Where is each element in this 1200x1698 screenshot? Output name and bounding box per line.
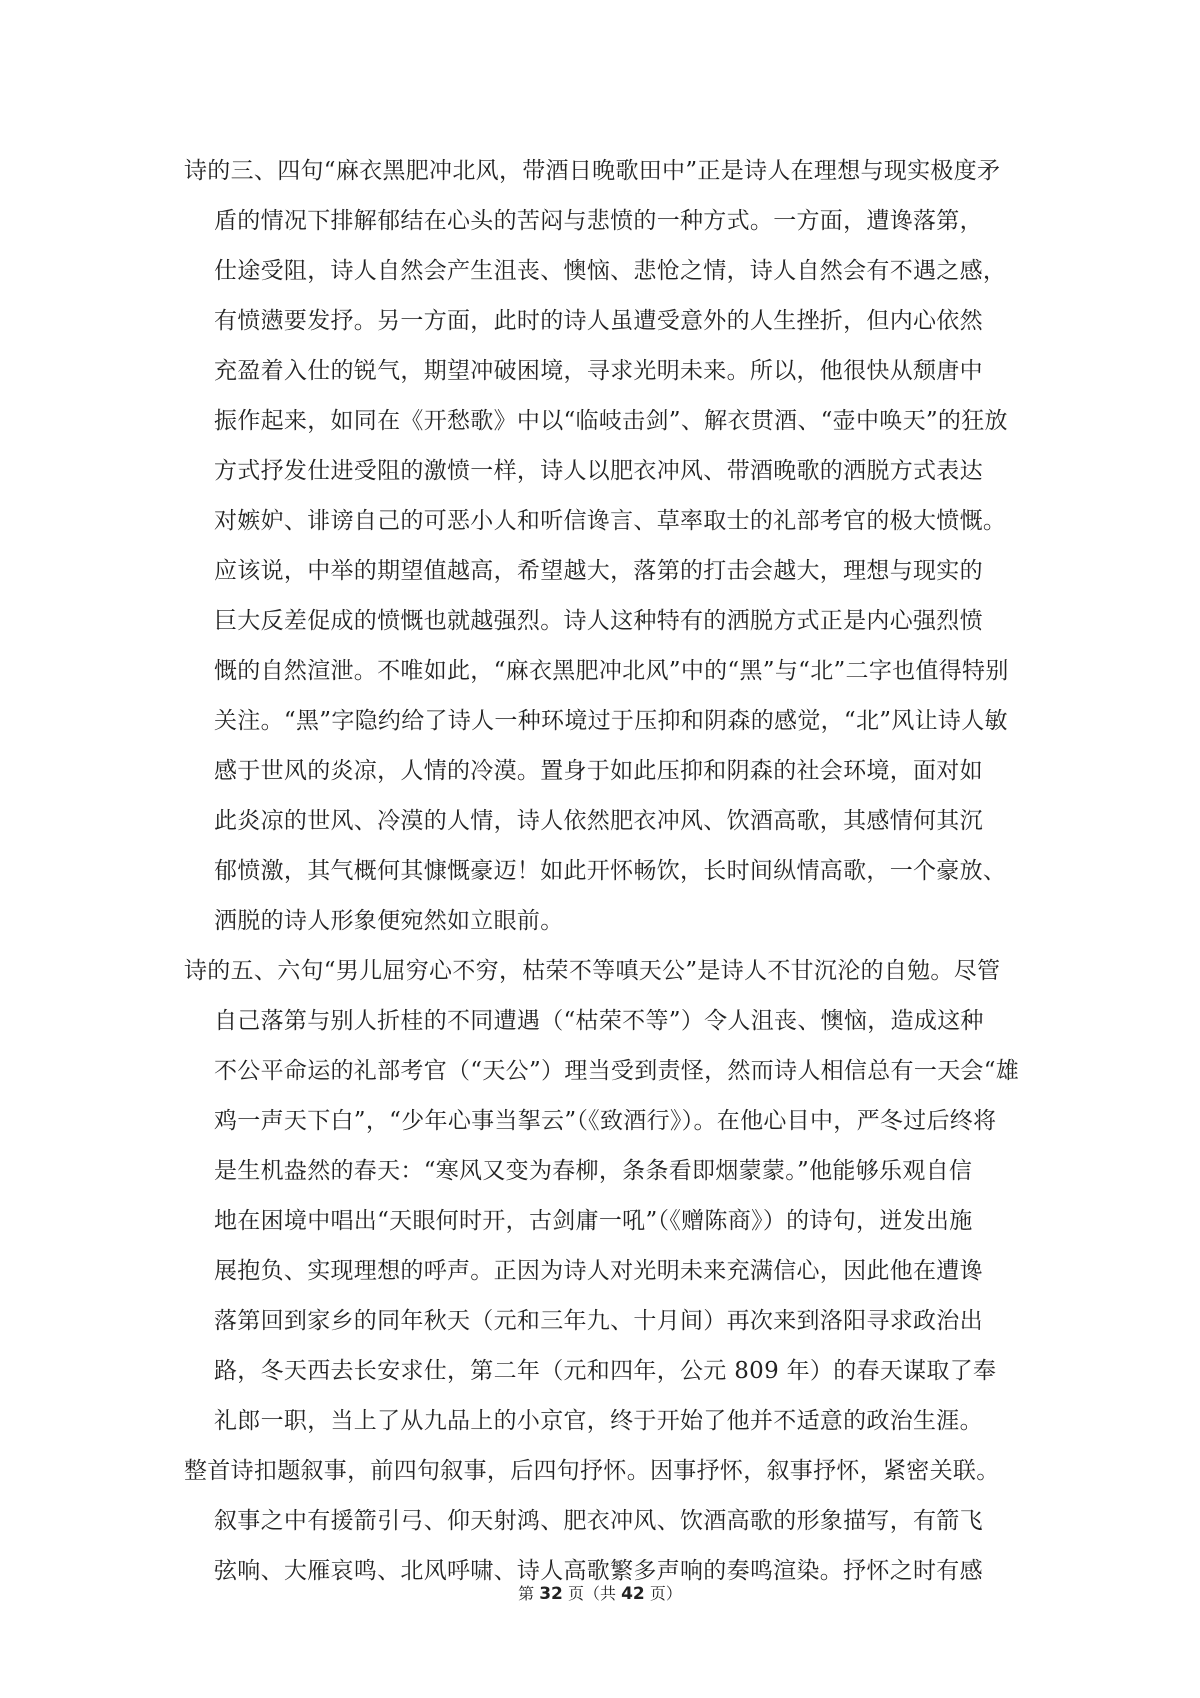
text-line: 展抱负、实现理想的呼声。正因为诗人对光明未来充满信心，因此他在遭谗 [214, 1258, 983, 1284]
paragraph [184, 946, 1022, 1446]
paragraph [184, 146, 1022, 946]
text-line: 巨大反差促成的愤慨也就越强烈。诗人这种特有的洒脱方式正是内心强烈愤 [214, 608, 983, 634]
text-line: 充盈着入仕的锐气，期望冲破困境，寻求光明未来。所以，他很快从颓唐中 [214, 358, 983, 384]
text-line: 慨的自然渲泄。不唯如此，“麻衣黑肥冲北风”中的“黑”与“北”二字也值得特别 [214, 658, 1009, 684]
text-line: 礼郎一职，当上了从九品上的小京官，终于开始了他并不适意的政治生涯。 [214, 1408, 983, 1434]
text-line: 此炎凉的世风、冷漠的人情，诗人依然肥衣冲风、饮酒高歌，其感情何其沉 [214, 808, 983, 834]
text-line: 应该说，中举的期望值越高，希望越大，落第的打击会越大，理想与现实的 [214, 558, 983, 584]
footer-middle: 页（共 [567, 1584, 616, 1603]
text-line: 落第回到家乡的同年秋天（元和三年九、十月间）再次来到洛阳寻求政治出 [214, 1308, 983, 1334]
text-line: 弦响、大雁哀鸣、北风呼啸、诗人高歌繁多声响的奏鸣渲染。抒怀之时有感 [214, 1558, 983, 1584]
footer-prefix: 第 [518, 1584, 535, 1603]
text-line: 地在困境中唱出“天眼何时开，古剑庸一吼”（《赠陈商》）的诗句，迸发出施 [214, 1208, 973, 1234]
text-line: 是生机盎然的春天：“寒风又变为春柳，条条看即烟蒙蒙。”他能够乐观自信 [214, 1158, 973, 1184]
text-line: 叙事之中有援箭引弓、仰天射鸿、肥衣冲风、饮酒高歌的形象描写，有箭飞 [214, 1508, 983, 1534]
footer-suffix: 页） [649, 1584, 682, 1603]
text-line: 自己落第与别人折桂的不同遭遇（“枯荣不等”）令人沮丧、懊恼，造成这种 [214, 1008, 984, 1034]
text-line: 洒脱的诗人形象便宛然如立眼前。 [214, 908, 564, 934]
text-line: 诗的五、六句“男儿屈穷心不穷，枯荣不等嗔天公”是诗人不甘沉沦的自勉。尽管 [184, 958, 1001, 984]
text-line: 仕途受阻，诗人自然会产生沮丧、懊恼、悲怆之情，诗人自然会有不遇之感， [214, 258, 1007, 284]
total-pages-number: 42 [621, 1584, 645, 1604]
text-line: 郁愤激，其气概何其慷慨豪迈！如此开怀畅饮，长时间纵情高歌，一个豪放、 [214, 858, 1007, 884]
text-line: 盾的情况下排解郁结在心头的苦闷与悲愤的一种方式。一方面，遭谗落第， [214, 208, 983, 234]
text-line: 方式抒发仕进受阻的激愤一样，诗人以肥衣冲风、带酒晚歌的洒脱方式表达 [214, 458, 983, 484]
text-line: 鸡一声天下白”，“少年心事当挐云”（《致酒行》）。在他心目中，严冬过后终将 [214, 1108, 997, 1134]
page-footer [0, 1582, 1200, 1606]
body-text [184, 146, 1022, 1596]
text-line: 整首诗扣题叙事，前四句叙事，后四句抒怀。因事抒怀，叙事抒怀，紧密关联。 [184, 1458, 1000, 1484]
paragraph [184, 1446, 1022, 1596]
text-line: 诗的三、四句“麻衣黑肥冲北风，带酒日晚歌田中”正是诗人在理想与现实极度矛 [184, 158, 1001, 184]
text-line: 不公平命运的礼部考官（“天公”）理当受到责怪，然而诗人相信总有一天会“雄 [214, 1058, 1020, 1084]
text-line: 路，冬天西去长安求仕，第二年（元和四年，公元 809 年）的春天谋取了奉 [214, 1358, 997, 1384]
current-page-number: 32 [539, 1584, 563, 1604]
text-line: 关注。“黑”字隐约给了诗人一种环境过于压抑和阴森的感觉，“北”风让诗人敏 [214, 708, 1008, 734]
text-line: 感于世风的炎凉，人情的冷漠。置身于如此压抑和阴森的社会环境，面对如 [214, 758, 983, 784]
text-line: 振作起来，如同在《开愁歌》中以“临岐击剑”、解衣贯酒、“壶中唤天”的狂放 [214, 408, 1008, 434]
text-line: 有愤懑要发抒。另一方面，此时的诗人虽遭受意外的人生挫折，但内心依然 [214, 308, 983, 334]
text-line: 对嫉妒、诽谤自己的可恶小人和听信谗言、草率取士的礼部考官的极大愤慨。 [214, 508, 1007, 534]
